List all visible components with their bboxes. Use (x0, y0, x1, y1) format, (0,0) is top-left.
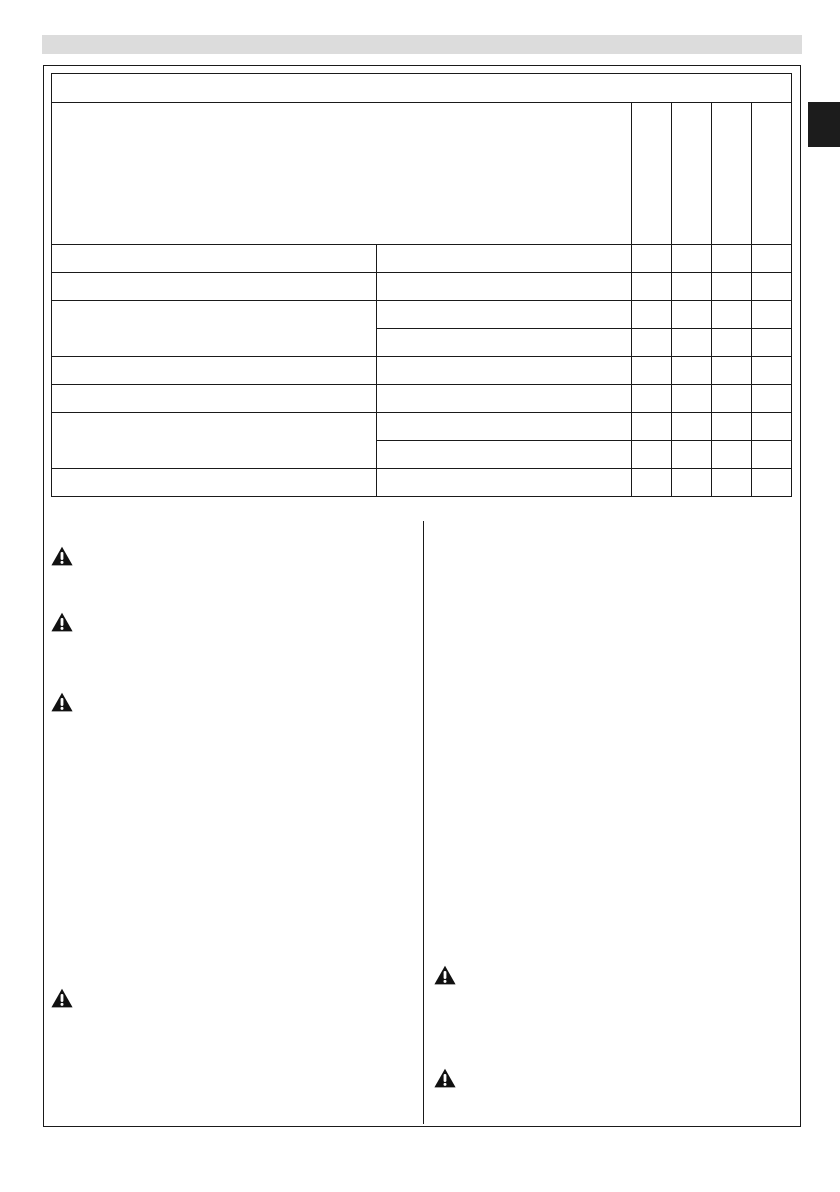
table-cell (672, 245, 712, 273)
table-cell (712, 413, 752, 441)
table-cell (672, 273, 712, 301)
table-row (52, 301, 792, 329)
warning-triangle-icon (51, 988, 73, 1008)
table-header-col-2 (672, 103, 712, 245)
table-cell (377, 413, 632, 441)
table-cell (672, 357, 712, 385)
table-cell (752, 273, 792, 301)
table-cell (632, 469, 672, 497)
warning-triangle-icon (51, 612, 73, 632)
table-header-col-4 (752, 103, 792, 245)
table-cell (632, 413, 672, 441)
table-cell (712, 329, 752, 357)
table-cell (377, 469, 632, 497)
table-header-col-3 (712, 103, 752, 245)
table-cell (752, 469, 792, 497)
table-cell (632, 245, 672, 273)
table-cell (672, 301, 712, 329)
table-cell (752, 357, 792, 385)
table-cell (752, 329, 792, 357)
warning-triangle-icon (434, 965, 456, 985)
table-cell (377, 357, 632, 385)
table-header-col-1 (632, 103, 672, 245)
table-cell (52, 469, 377, 497)
table-cell (52, 357, 377, 385)
section-tab (808, 102, 840, 147)
table-cell (752, 413, 792, 441)
warning-triangle-icon (51, 692, 73, 712)
table-cell (377, 441, 632, 469)
table-cell (712, 357, 752, 385)
table-cell (712, 301, 752, 329)
table-cell (632, 385, 672, 413)
table-cell (672, 469, 712, 497)
table-cell (672, 441, 712, 469)
table-cell (712, 273, 752, 301)
table-cell (632, 329, 672, 357)
table-row (52, 357, 792, 385)
table-row (52, 385, 792, 413)
table-cell (752, 385, 792, 413)
table-row (52, 469, 792, 497)
table-cell (752, 441, 792, 469)
table-row (52, 273, 792, 301)
table-cell (672, 385, 712, 413)
table-cell (377, 273, 632, 301)
table-cell (377, 245, 632, 273)
table-cell (377, 329, 632, 357)
column-divider (423, 521, 424, 1124)
table-cell (672, 329, 712, 357)
table-cell (632, 301, 672, 329)
table-cell (632, 357, 672, 385)
table-cell (712, 245, 752, 273)
warning-triangle-icon (434, 1068, 456, 1088)
table-cell (52, 245, 377, 273)
table-cell (632, 441, 672, 469)
table-cell (377, 301, 632, 329)
table-cell (752, 245, 792, 273)
table-cell (712, 441, 752, 469)
header-band (42, 35, 802, 54)
specification-table (51, 73, 792, 497)
table-cell (672, 413, 712, 441)
warning-triangle-icon (51, 546, 73, 566)
table-cell (377, 385, 632, 413)
table-cell (712, 385, 752, 413)
table-cell (712, 469, 752, 497)
table-cell (52, 385, 377, 413)
table-cell (632, 273, 672, 301)
table-cell (52, 301, 377, 357)
table-cell (52, 273, 377, 301)
table-header-description (52, 103, 632, 245)
table-cell (752, 301, 792, 329)
table-cell (52, 413, 377, 469)
table-row (52, 245, 792, 273)
table-row (52, 413, 792, 441)
table-title (52, 74, 792, 103)
